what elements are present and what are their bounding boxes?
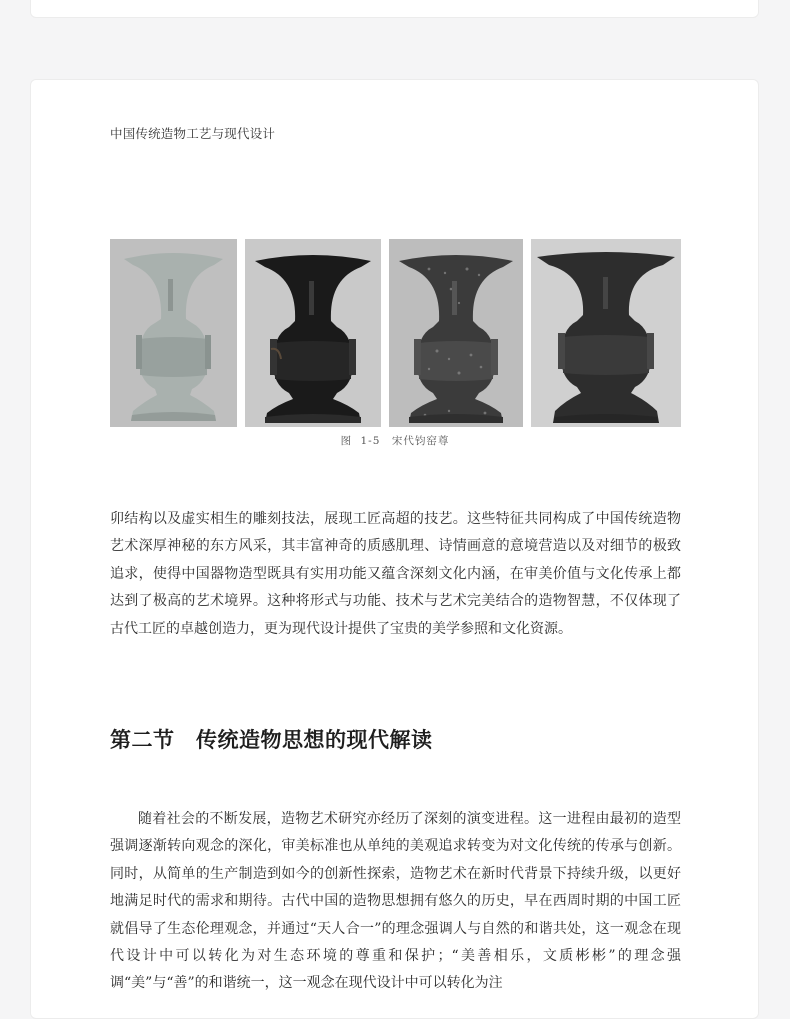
running-header: 中国传统造物工艺与现代设计 [110, 126, 276, 141]
vase-photo-light-glaze [110, 239, 237, 427]
body-paragraph-continued: 卯结构以及虚实相生的雕刻技法，展现工匠高超的技艺。这些特征共同构成了中国传统造物艺术深厚神秘的东方风采，其丰富神奇的质感肌理、诗情画意的意境营造以及对细节的极致追求，使得中国器物造型既具有实用功能又蕴含深刻文化内涵，在审美价值与文化传承上都达到了极高的艺术境界。这种将形式与功能、技术与艺术完美结合的造物智慧，不仅体现了古代工匠的卓越创造力，更为现代设计提供了宝贵的美学参照和文化资源。 [110, 511, 681, 637]
vase-photo-black-glaze [245, 239, 381, 427]
body-paragraph: 随着社会的不断发展，造物艺术研究亦经历了深刻的演变进程。这一进程由最初的造型强调逐渐转向观念的深化，审美标准也从单纯的美观追求转变为对文化传统的传承与创新。同时，从简单的生产制造到如今的创新性探索，造物艺术在新时代背景下持续升级，以更好地满足时代的需求和期待。古代中国的造物思想拥有悠久的历史，早在西周时期的中国工匠就倡导了生态伦理观念，并通过“天人合一”的理念强调人与自然的和谐共处，这一观念在现代设计中可以转化为对生态环境的尊重和保护；“美善相乐，文质彬彬”的理念强调“美”与“善”的和谐统一，这一观念在现代设计中可以转化为注 [110, 811, 681, 992]
previous-page-card [30, 0, 759, 18]
figure-caption: 图 1-5 宋代钧窑尊 [340, 435, 450, 447]
vase-photo-speckled-glaze [389, 239, 523, 427]
vase-photo-dark-glaze [531, 239, 681, 427]
section-heading: 第二节 传统造物思想的现代解读 [110, 727, 433, 752]
